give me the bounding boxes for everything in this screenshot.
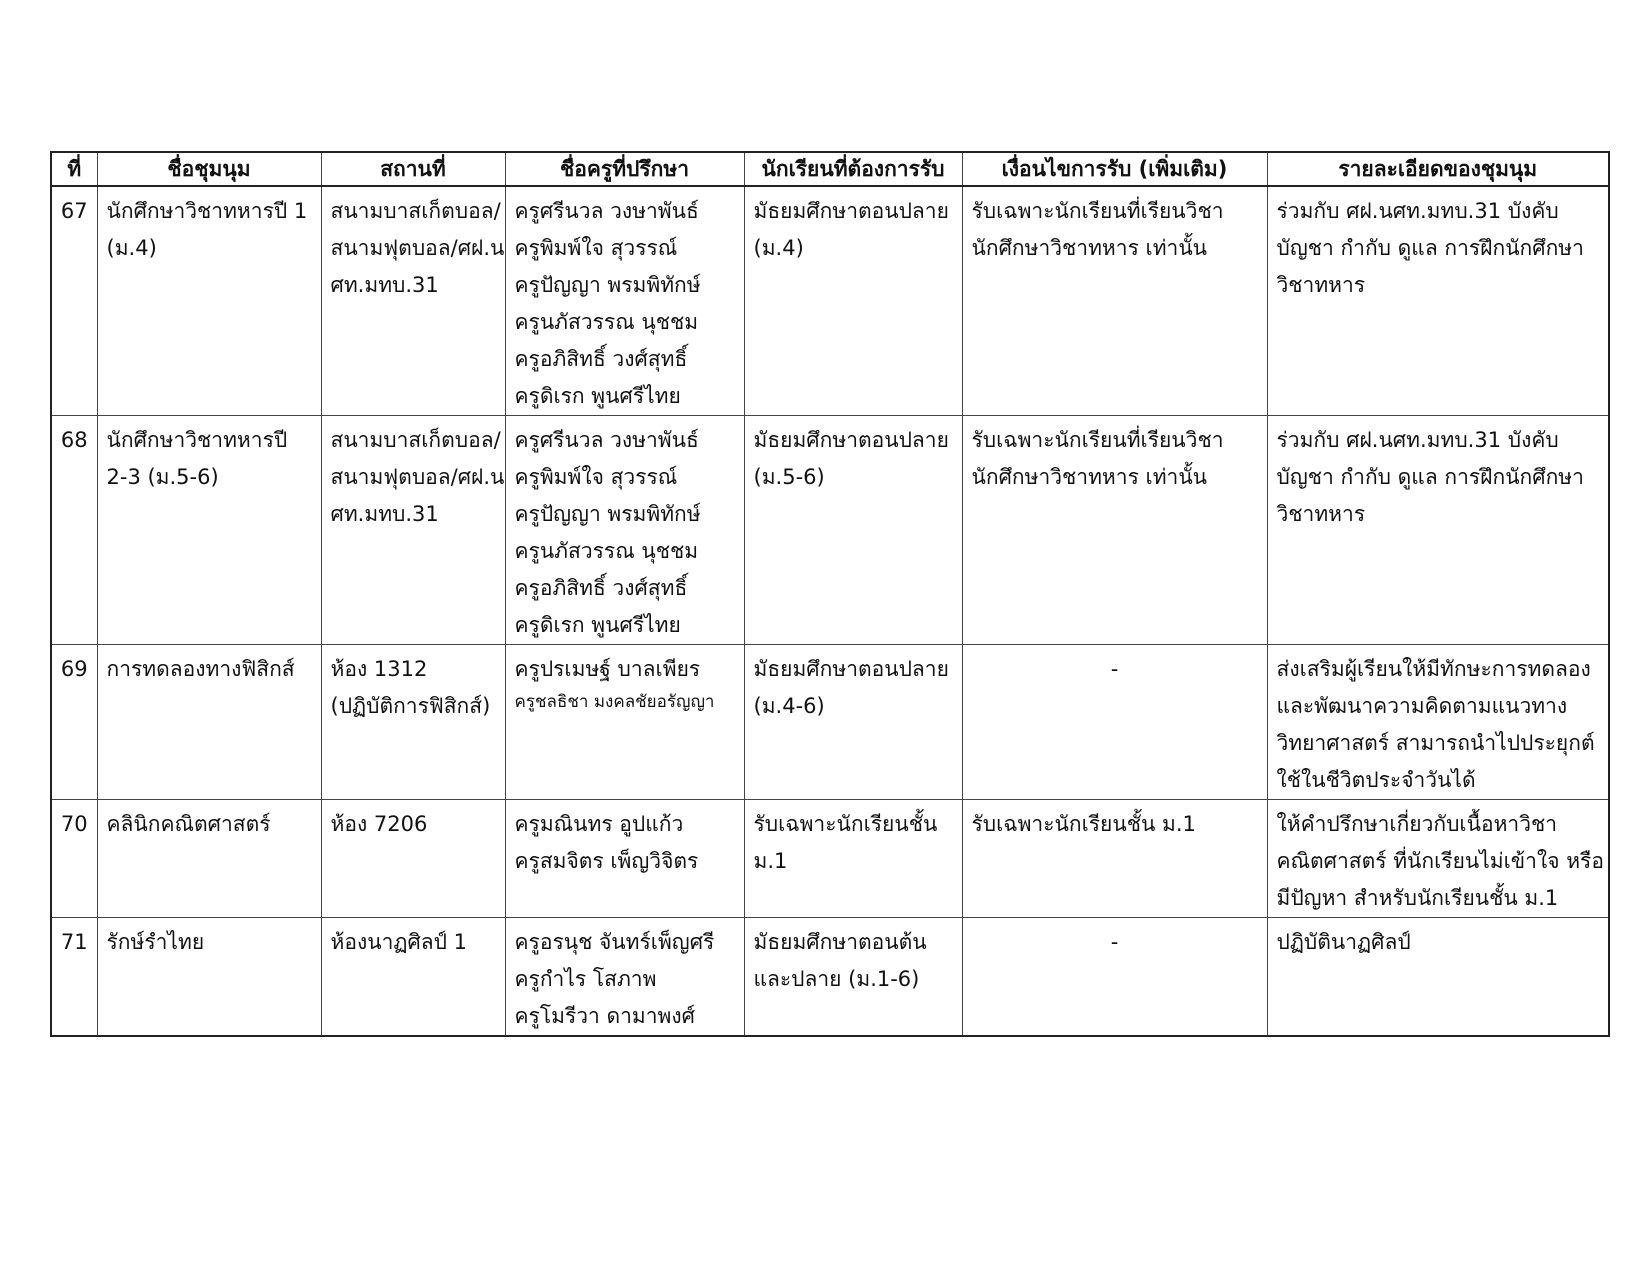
advisor-cell — [505, 416, 744, 645]
location-cell — [321, 645, 505, 800]
table-header-row — [51, 152, 1609, 186]
conditions-cell — [962, 645, 1267, 800]
students-line: (ม.4) — [753, 236, 804, 260]
table-row — [51, 918, 1609, 1037]
header-conditions: เงื่อนไขการรับ (เพิ่มเติม) — [962, 152, 1267, 186]
advisor-cell — [505, 645, 744, 800]
row-number: 71 — [51, 918, 97, 1037]
location-cell — [321, 186, 505, 416]
location-line: สนามฟุตบอล/ศฝ.น — [330, 465, 505, 489]
club-name-line: การทดลองทางฟิสิกส์ — [106, 657, 295, 681]
details-line: วิชาทหาร — [1276, 502, 1366, 526]
location-line: ศท.มทบ.31 — [330, 273, 439, 297]
details-line: ปฏิบัตินาฏศิลป์ — [1276, 930, 1411, 954]
row-number: 68 — [51, 416, 97, 645]
location-line: ห้อง 7206 — [330, 812, 428, 836]
students-line: มัธยมศึกษาตอนปลาย — [753, 428, 949, 452]
club-name-cell — [97, 800, 321, 918]
location-cell — [321, 800, 505, 918]
students-line: ม.1 — [753, 849, 788, 873]
students-line: รับเฉพาะนักเรียนชั้น — [753, 812, 938, 836]
location-cell — [321, 918, 505, 1037]
location-line: (ปฏิบัติการฟิสิกส์) — [330, 694, 491, 718]
header-location: สถานที่ — [321, 152, 505, 186]
advisor-line: ครูสมจิตร เพ็ญวิจิตร — [514, 849, 699, 873]
club-name-cell — [97, 918, 321, 1037]
club-name-cell — [97, 186, 321, 416]
details-line: ใช้ในชีวิตประจำวันได้ — [1276, 768, 1476, 792]
details-cell — [1267, 800, 1609, 918]
advisor-line: ครูโมรีวา ดามาพงศ์ — [514, 1004, 695, 1028]
students-line: และปลาย (ม.1-6) — [753, 967, 920, 991]
conditions-line: - — [1110, 657, 1119, 681]
students-cell — [744, 416, 962, 645]
club-name-line: 2-3 (ม.5-6) — [106, 465, 219, 489]
advisor-line: ครูศรีนวล วงษาพันธ์ — [514, 428, 699, 452]
details-line: และพัฒนาความคิดตามแนวทาง — [1276, 694, 1568, 718]
advisor-cell — [505, 186, 744, 416]
students-line: (ม.4-6) — [753, 694, 825, 718]
row-number: 69 — [51, 645, 97, 800]
club-name-cell — [97, 416, 321, 645]
location-line: ศท.มทบ.31 — [330, 502, 439, 526]
students-line: มัธยมศึกษาตอนต้น — [753, 930, 927, 954]
advisor-line: ครูศรีนวล วงษาพันธ์ — [514, 199, 699, 223]
conditions-line: รับเฉพาะนักเรียนที่เรียนวิชา — [971, 428, 1224, 452]
club-name-line: (ม.4) — [106, 236, 157, 260]
students-line: มัธยมศึกษาตอนปลาย — [753, 199, 949, 223]
details-line: ส่งเสริมผู้เรียนให้มีทักษะการทดลอง — [1276, 657, 1591, 681]
advisor-line: ครูปัญญา พรมพิทักษ์ — [514, 502, 701, 526]
location-line: สนามบาสเก็ตบอล/ — [330, 428, 501, 452]
advisor-line: ครูนภัสวรรณ นุชชม — [514, 539, 699, 563]
conditions-cell — [962, 918, 1267, 1037]
location-line: ห้องนาฏศิลป์ 1 — [330, 930, 468, 954]
table-row — [51, 800, 1609, 918]
club-name-line: นักศึกษาวิชาทหารปี 1 — [106, 199, 308, 223]
advisor-line: ครูอรนุช จันทร์เพ็ญศรี — [514, 930, 715, 954]
conditions-line: รับเฉพาะนักเรียนที่เรียนวิชา — [971, 199, 1224, 223]
students-cell — [744, 186, 962, 416]
advisor-line: ครูอภิสิทธิ์ วงศ์สุทธิ์ — [514, 576, 688, 600]
conditions-cell — [962, 186, 1267, 416]
header-club-name: ชื่อชุมนุม — [97, 152, 321, 186]
details-cell — [1267, 645, 1609, 800]
details-line: วิทยาศาสตร์ สามารถนำไปประยุกต์ — [1276, 731, 1595, 755]
advisor-line: ครูนภัสวรรณ นุชชม — [514, 310, 699, 334]
advisor-line: ครูพิมพ์ใจ สุวรรณ์ — [514, 465, 678, 489]
details-cell — [1267, 186, 1609, 416]
details-line: บัญชา กำกับ ดูแล การฝึกนักศึกษา — [1276, 465, 1584, 489]
table-row — [51, 416, 1609, 645]
header-students: นักเรียนที่ต้องการรับ — [744, 152, 962, 186]
club-name-line: คลินิกคณิตศาสตร์ — [106, 812, 271, 836]
club-name-cell — [97, 645, 321, 800]
advisor-line: ครูปัญญา พรมพิทักษ์ — [514, 273, 701, 297]
location-line: ห้อง 1312 — [330, 657, 428, 681]
details-line: วิชาทหาร — [1276, 273, 1366, 297]
details-line: มีปัญหา สำหรับนักเรียนชั้น ม.1 — [1276, 886, 1559, 910]
students-cell — [744, 800, 962, 918]
advisor-line: ครูดิเรก พูนศรีไทย — [514, 384, 681, 408]
club-name-line: รักษ์รำไทย — [106, 930, 205, 954]
advisor-cell — [505, 918, 744, 1037]
advisor-cell — [505, 800, 744, 918]
advisor-line: ครูพิมพ์ใจ สุวรรณ์ — [514, 236, 678, 260]
advisor-line: ครูกำไร โสภาพ — [514, 967, 657, 991]
details-cell — [1267, 918, 1609, 1037]
conditions-line: รับเฉพาะนักเรียนชั้น ม.1 — [971, 812, 1196, 836]
location-line: สนามบาสเก็ตบอล/ — [330, 199, 501, 223]
table-row — [51, 645, 1609, 800]
students-line: (ม.5-6) — [753, 465, 825, 489]
conditions-line: นักศึกษาวิชาทหาร เท่านั้น — [971, 236, 1208, 260]
conditions-line: - — [1110, 930, 1119, 954]
club-name-line: นักศึกษาวิชาทหารปี — [106, 428, 288, 452]
students-cell — [744, 918, 962, 1037]
details-line: ร่วมกับ ศฝ.นศท.มทบ.31 บังคับ — [1276, 428, 1559, 452]
location-cell — [321, 416, 505, 645]
conditions-cell — [962, 800, 1267, 918]
header-advisor: ชื่อครูที่ปรึกษา — [505, 152, 744, 186]
details-cell — [1267, 416, 1609, 645]
details-line: ให้คำปรึกษาเกี่ยวกับเนื้อหาวิชา — [1276, 812, 1558, 836]
header-number: ที่ — [51, 152, 97, 186]
advisor-line: ครูชลธิชา มงคลชัยอรัญญา — [514, 692, 715, 712]
clubs-table — [50, 151, 1610, 1037]
students-line: มัธยมศึกษาตอนปลาย — [753, 657, 949, 681]
advisor-line: ครูดิเรก พูนศรีไทย — [514, 613, 681, 637]
details-line: บัญชา กำกับ ดูแล การฝึกนักศึกษา — [1276, 236, 1584, 260]
row-number: 67 — [51, 186, 97, 416]
header-details: รายละเอียดของชุมนุม — [1267, 152, 1609, 186]
conditions-cell — [962, 416, 1267, 645]
conditions-line: นักศึกษาวิชาทหาร เท่านั้น — [971, 465, 1208, 489]
details-line: ร่วมกับ ศฝ.นศท.มทบ.31 บังคับ — [1276, 199, 1559, 223]
advisor-line: ครูมณินทร อูปแก้ว — [514, 812, 684, 836]
row-number: 70 — [51, 800, 97, 918]
table-row — [51, 186, 1609, 416]
advisor-line: ครูอภิสิทธิ์ วงศ์สุทธิ์ — [514, 347, 688, 371]
location-line: สนามฟุตบอล/ศฝ.น — [330, 236, 505, 260]
students-cell — [744, 645, 962, 800]
advisor-line: ครูปรเมษฐ์ บาลเพียร — [514, 657, 701, 681]
details-line: คณิตศาสตร์ ที่นักเรียนไม่เข้าใจ หรือ — [1276, 849, 1604, 873]
